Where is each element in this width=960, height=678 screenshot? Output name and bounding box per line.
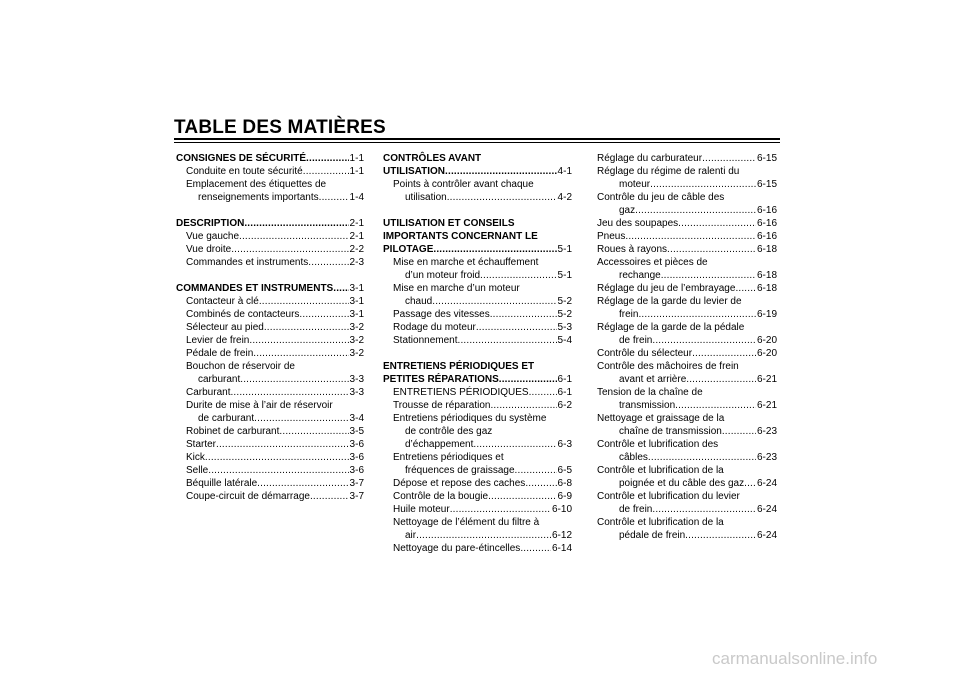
toc-entry[interactable] (176, 490, 364, 503)
toc-dot-leader (458, 334, 557, 347)
toc-entry[interactable] (597, 373, 777, 386)
toc-dot-leader (306, 152, 349, 165)
toc-column-1 (176, 152, 364, 503)
watermark: carmanualsonline.info (712, 649, 878, 668)
toc-entry[interactable] (383, 503, 572, 516)
toc-dot-leader (675, 399, 756, 412)
title-rule-thin (174, 142, 780, 143)
toc-page-number: 6-9 (557, 491, 572, 502)
toc-page-number: 3-1 (349, 309, 364, 320)
toc-section-heading[interactable] (176, 217, 364, 230)
toc-entry[interactable]: Mise en marche et échauffement (393, 257, 539, 268)
toc-entry-text: transmission (619, 400, 676, 411)
toc-entry-text: Carburant (186, 387, 231, 398)
toc-entry-text: Huile moteur (393, 504, 450, 515)
toc-entry-text: poignée et du câble des gaz (619, 478, 745, 489)
toc-entry-text: PETITES RÉPARATIONS (383, 374, 499, 385)
toc-entry[interactable] (176, 425, 364, 438)
toc-entry-text: Béquille latérale (186, 478, 258, 489)
toc-page-number: 3-1 (349, 296, 364, 307)
toc-page-number: 6-16 (756, 231, 777, 242)
toc-page-number: 3-3 (349, 374, 364, 385)
toc-entry[interactable]: Contrôle et lubrification de la (597, 465, 724, 476)
toc-page-number: 6-24 (756, 530, 777, 541)
toc-entry-text: Commandes et instruments (186, 257, 309, 268)
toc-entry-text: Contrôle de la bougie (393, 491, 489, 502)
toc-dot-leader (735, 282, 756, 295)
toc-entry[interactable]: Entretiens périodiques et (393, 452, 504, 463)
toc-entry[interactable] (597, 152, 777, 165)
toc-dot-leader (231, 243, 348, 256)
toc-dot-leader (661, 269, 756, 282)
toc-gap (176, 204, 364, 217)
toc-entry[interactable] (176, 347, 364, 360)
toc-page-number: 6-14 (551, 543, 572, 554)
toc-page-number: 6-5 (557, 465, 572, 476)
toc-entry[interactable] (597, 503, 777, 516)
toc-dot-leader (259, 295, 349, 308)
toc-entry[interactable] (597, 529, 777, 542)
toc-entry-text: UTILISATION (383, 166, 446, 177)
toc-entry[interactable] (383, 464, 572, 477)
toc-dot-leader (702, 152, 756, 165)
toc-page-number: 6-2 (557, 400, 572, 411)
toc-entry-text: Réglage du jeu de l’embrayage (597, 283, 736, 294)
toc-entry[interactable] (176, 295, 364, 308)
toc-entry-text: chaîne de transmission (619, 426, 722, 437)
toc-dot-leader (244, 217, 348, 230)
toc-page-number: 6-18 (756, 283, 777, 294)
toc-page-number: 3-6 (349, 465, 364, 476)
toc-page-number: 5-2 (557, 296, 572, 307)
toc-dot-leader (648, 451, 756, 464)
toc-page-number: 6-16 (756, 218, 777, 229)
toc-section-heading[interactable]: UTILISATION ET CONSEILS (383, 218, 515, 229)
toc-dot-leader (722, 425, 756, 438)
toc-entry[interactable] (383, 438, 572, 451)
toc-entry[interactable]: Bouchon de réservoir de (186, 361, 295, 372)
toc-entry[interactable] (383, 477, 572, 490)
toc-entry[interactable] (176, 334, 364, 347)
toc-entry-text: Pneus (597, 231, 626, 242)
toc-dot-leader (299, 308, 348, 321)
toc-entry-text: PILOTAGE (383, 244, 434, 255)
toc-dot-leader (433, 243, 556, 256)
toc-dot-leader (310, 490, 349, 503)
toc-dot-leader (257, 477, 348, 490)
toc-dot-leader (490, 399, 556, 412)
toc-entry[interactable] (597, 399, 777, 412)
toc-page-number: 6-10 (551, 504, 572, 515)
toc-entry[interactable] (383, 308, 572, 321)
toc-page-number: 5-4 (557, 335, 572, 346)
toc-entry-text: avant et arrière (619, 374, 687, 385)
toc-section-heading[interactable]: CONTRÔLES AVANT (383, 153, 482, 164)
toc-dot-leader (279, 425, 348, 438)
toc-dot-leader (205, 451, 349, 464)
toc-page-number: 3-6 (349, 439, 364, 450)
toc-entry-text: Nettoyage du pare-étincelles (393, 543, 521, 554)
toc-entry[interactable] (176, 165, 364, 178)
toc-gap (383, 347, 572, 360)
toc-entry[interactable] (176, 191, 364, 204)
toc-page-number: 6-21 (756, 400, 777, 411)
toc-entry[interactable] (176, 230, 364, 243)
toc-entry[interactable] (597, 477, 777, 490)
toc-page-number: 1-1 (349, 153, 364, 164)
toc-entry-text: CONSIGNES DE SÉCURITÉ (176, 153, 307, 164)
toc-entry[interactable]: de contrôle des gaz (405, 426, 493, 437)
toc-entry[interactable] (176, 321, 364, 334)
toc-entry-text: ENTRETIENS PÉRIODIQUES (393, 387, 529, 398)
toc-page-number: 5-1 (557, 244, 572, 255)
toc-dot-leader (488, 490, 556, 503)
toc-entry-text: utilisation (405, 192, 447, 203)
toc-entry-text: moteur (619, 179, 651, 190)
toc-entry[interactable] (176, 386, 364, 399)
toc-entry[interactable] (597, 178, 777, 191)
toc-page-number: 6-3 (557, 439, 572, 450)
toc-entry-text: Coupe-circuit de démarrage (186, 491, 310, 502)
toc-entry[interactable]: Durite de mise à l’air de réservoir (186, 400, 333, 411)
toc-entry[interactable] (176, 464, 364, 477)
toc-dot-leader (450, 503, 551, 516)
toc-entry-text: d’un moteur froid (405, 270, 481, 281)
toc-entry-text: Vue droite (186, 244, 232, 255)
toc-entry-text: Passage des vitesses (393, 309, 490, 320)
toc-page-number: 6-21 (756, 374, 777, 385)
toc-entry[interactable] (597, 217, 777, 230)
toc-entry[interactable]: Contrôle et lubrification des (597, 439, 719, 450)
toc-entry-text: Réglage du carburateur (597, 153, 703, 164)
toc-entry[interactable] (383, 191, 572, 204)
toc-entry[interactable]: Réglage de la garde de la pédale (597, 322, 745, 333)
toc-entry[interactable]: Points à contrôler avant chaque (393, 179, 534, 190)
toc-dot-leader (303, 165, 349, 178)
toc-entry[interactable]: Emplacement des étiquettes de (186, 179, 327, 190)
toc-dot-leader (652, 503, 756, 516)
toc-entry[interactable] (176, 308, 364, 321)
toc-dot-leader (638, 308, 756, 321)
toc-dot-leader (239, 230, 349, 243)
toc-page-number: 3-4 (349, 413, 364, 424)
toc-entry-text: de frein (619, 335, 653, 346)
toc-page-number: 2-2 (349, 244, 364, 255)
toc-entry[interactable]: Tension de la chaîne de (597, 387, 703, 398)
toc-page-number: 5-1 (557, 270, 572, 281)
toc-entry-text: Stationnement (393, 335, 458, 346)
toc-dot-leader (254, 412, 348, 425)
toc-page-number: 3-5 (349, 426, 364, 437)
toc-section-heading[interactable] (383, 165, 572, 178)
toc-page-number: 5-3 (557, 322, 572, 333)
toc-entry[interactable] (383, 399, 572, 412)
toc-page-number: 2-3 (349, 257, 364, 268)
toc-page-number: 4-2 (557, 192, 572, 203)
toc-dot-leader (308, 256, 348, 269)
toc-dot-leader (529, 386, 557, 399)
toc-section-heading[interactable]: IMPORTANTS CONCERNANT LE (383, 231, 538, 242)
toc-entry[interactable] (383, 269, 572, 282)
toc-page-number: 4-1 (557, 166, 572, 177)
toc-page-number: 3-2 (349, 322, 364, 333)
toc-dot-leader (692, 347, 756, 360)
toc-entry[interactable] (383, 334, 572, 347)
toc-page-number: 3-6 (349, 452, 364, 463)
toc-entry-text: Contacteur à clé (186, 296, 259, 307)
toc-entry-text: Pédale de frein (186, 348, 254, 359)
toc-entry-text: frein (619, 309, 639, 320)
toc-entry[interactable] (597, 243, 777, 256)
toc-dot-leader (625, 230, 756, 243)
toc-entry-text: rechange (619, 270, 661, 281)
toc-page-number: 2-1 (349, 218, 364, 229)
toc-dot-leader (650, 178, 756, 191)
toc-entry[interactable] (597, 282, 777, 295)
toc-entry-text: COMMANDES ET INSTRUMENTS (176, 283, 334, 294)
toc-entry[interactable] (383, 295, 572, 308)
toc-page-number: 3-7 (349, 491, 364, 502)
toc-entry-text: air (405, 530, 417, 541)
toc-entry-text: Sélecteur au pied (186, 322, 264, 333)
toc-dot-leader (264, 321, 349, 334)
toc-entry-text: Roues à rayons (597, 244, 668, 255)
toc-dot-leader (476, 321, 557, 334)
toc-entry[interactable]: Contrôle et lubrification de la (597, 517, 724, 528)
toc-dot-leader (744, 477, 756, 490)
toc-entry-text: pédale de frein (619, 530, 686, 541)
toc-dot-leader (473, 438, 556, 451)
toc-page-number: 6-18 (756, 244, 777, 255)
toc-dot-leader (520, 542, 551, 555)
toc-entry[interactable] (176, 451, 364, 464)
toc-page-number: 5-2 (557, 309, 572, 320)
toc-entry-text: Trousse de réparation (393, 400, 491, 411)
toc-gap (176, 269, 364, 282)
toc-entry[interactable]: Mise en marche d’un moteur (393, 283, 520, 294)
toc-column-2 (383, 152, 572, 555)
toc-entry-text: de carburant (198, 413, 255, 424)
toc-entry-text: Selle (186, 465, 209, 476)
toc-page-number: 6-24 (756, 504, 777, 515)
toc-entry[interactable] (597, 425, 777, 438)
toc-dot-leader (652, 334, 756, 347)
toc-dot-leader (635, 204, 756, 217)
toc-entry-text: Combinés de contacteurs (186, 309, 300, 320)
toc-page-number: 3-7 (349, 478, 364, 489)
toc-entry[interactable] (383, 529, 572, 542)
toc-page-number: 1-1 (349, 166, 364, 177)
page-title: TABLE DES MATIÈRES (174, 117, 386, 138)
toc-page-number: 6-23 (756, 426, 777, 437)
toc-entry-text: Dépose et repose des caches (393, 478, 526, 489)
title-rule-thick (174, 138, 780, 140)
toc-entry[interactable] (597, 204, 777, 217)
toc-page-number: 6-16 (756, 205, 777, 216)
toc-dot-leader (447, 191, 557, 204)
toc-entry[interactable]: Contrôle et lubrification du levier (597, 491, 740, 502)
toc-dot-leader (445, 165, 557, 178)
toc-entry[interactable] (597, 347, 777, 360)
toc-entry-text: DESCRIPTION (176, 218, 245, 229)
toc-dot-leader (230, 386, 348, 399)
toc-entry[interactable]: Réglage du régime de ralenti du (597, 166, 740, 177)
toc-entry[interactable] (597, 451, 777, 464)
toc-entry[interactable] (597, 269, 777, 282)
toc-entry-text: chaud (405, 296, 433, 307)
toc-entry-text: Contrôle du sélecteur (597, 348, 693, 359)
toc-page-number: 6-23 (756, 452, 777, 463)
toc-page-number: 3-1 (349, 283, 364, 294)
toc-entry-text: Starter (186, 439, 217, 450)
toc-page-number: 3-2 (349, 348, 364, 359)
toc-entry-text: d’échappement (405, 439, 474, 450)
toc-entry-text: carburant (198, 374, 241, 385)
toc-entry[interactable] (597, 334, 777, 347)
toc-dot-leader (678, 217, 756, 230)
toc-entry[interactable]: Accessoires et pièces de (597, 257, 708, 268)
toc-page-number: 6-20 (756, 335, 777, 346)
toc-page-number: 6-1 (557, 387, 572, 398)
toc-entry[interactable] (176, 412, 364, 425)
toc-page-number: 6-19 (756, 309, 777, 320)
toc-dot-leader (685, 529, 756, 542)
toc-entry-text: Conduite en toute sécurité (186, 166, 303, 177)
toc-dot-leader (319, 191, 349, 204)
toc-page-number: 6-15 (756, 153, 777, 164)
toc-dot-leader (208, 464, 348, 477)
toc-entry-text: renseignements importants (198, 192, 319, 203)
toc-page-number: 6-15 (756, 179, 777, 190)
toc-dot-leader (686, 373, 756, 386)
toc-entry-text: Levier de frein (186, 335, 250, 346)
toc-section-heading[interactable] (176, 152, 364, 165)
toc-entry[interactable] (176, 477, 364, 490)
toc-entry-text: câbles (619, 452, 648, 463)
toc-dot-leader (525, 477, 556, 490)
toc-entry[interactable] (383, 490, 572, 503)
toc-entry[interactable]: Nettoyage et graissage de la (597, 413, 725, 424)
toc-page-number: 2-1 (349, 231, 364, 242)
toc-dot-leader (216, 438, 349, 451)
toc-column-3 (597, 152, 777, 542)
toc-entry[interactable]: Contrôle du jeu de câble des (597, 192, 725, 203)
toc-entry[interactable] (383, 386, 572, 399)
toc-section-heading[interactable]: ENTRETIENS PÉRIODIQUES ET (383, 361, 535, 372)
toc-entry[interactable] (383, 321, 572, 334)
toc-entry-text: Robinet de carburant (186, 426, 280, 437)
toc-page-number: 6-1 (557, 374, 572, 385)
toc-dot-leader (480, 269, 557, 282)
toc-page-number: 6-20 (756, 348, 777, 359)
toc-page-number: 3-3 (349, 387, 364, 398)
toc-dot-leader (499, 373, 557, 386)
toc-section-heading[interactable] (383, 373, 572, 386)
toc-entry[interactable] (176, 438, 364, 451)
toc-page-number: 6-8 (557, 478, 572, 489)
toc-page-number: 1-4 (349, 192, 364, 203)
toc-dot-leader (490, 308, 557, 321)
toc-entry-text: Jeu des soupapes (597, 218, 679, 229)
toc-entry[interactable] (176, 373, 364, 386)
toc-entry[interactable]: Nettoyage de l’élément du filtre à (393, 517, 540, 528)
toc-dot-leader (432, 295, 556, 308)
toc-page-number: 6-12 (551, 530, 572, 541)
toc-dot-leader (667, 243, 756, 256)
toc-page-number: 3-2 (349, 335, 364, 346)
toc-dot-leader (515, 464, 557, 477)
toc-section-heading[interactable] (383, 243, 572, 256)
toc-entry[interactable] (176, 256, 364, 269)
toc-dot-leader (249, 334, 348, 347)
toc-gap (383, 204, 572, 217)
toc-dot-leader (333, 282, 348, 295)
toc-dot-leader (253, 347, 348, 360)
toc-entry-text: fréquences de graissage (405, 465, 515, 476)
toc-entry-text: Kick (186, 452, 205, 463)
toc-entry[interactable] (597, 230, 777, 243)
toc-section-heading[interactable] (176, 282, 364, 295)
toc-dot-leader (416, 529, 551, 542)
toc-entry-text: gaz (619, 205, 636, 216)
toc-entry[interactable]: Réglage de la garde du levier de (597, 296, 742, 307)
toc-page-number: 6-18 (756, 270, 777, 281)
toc-entry[interactable]: Contrôle des mâchoires de frein (597, 361, 739, 372)
toc-entry[interactable]: Entretiens périodiques du système (393, 413, 547, 424)
toc-entry-text: de frein (619, 504, 653, 515)
toc-entry[interactable] (383, 542, 572, 555)
toc-dot-leader (240, 373, 348, 386)
toc-page-number: 6-24 (756, 478, 777, 489)
toc-entry[interactable] (176, 243, 364, 256)
toc-entry-text: Vue gauche (186, 231, 240, 242)
toc-entry-text: Rodage du moteur (393, 322, 476, 333)
toc-entry[interactable] (597, 308, 777, 321)
